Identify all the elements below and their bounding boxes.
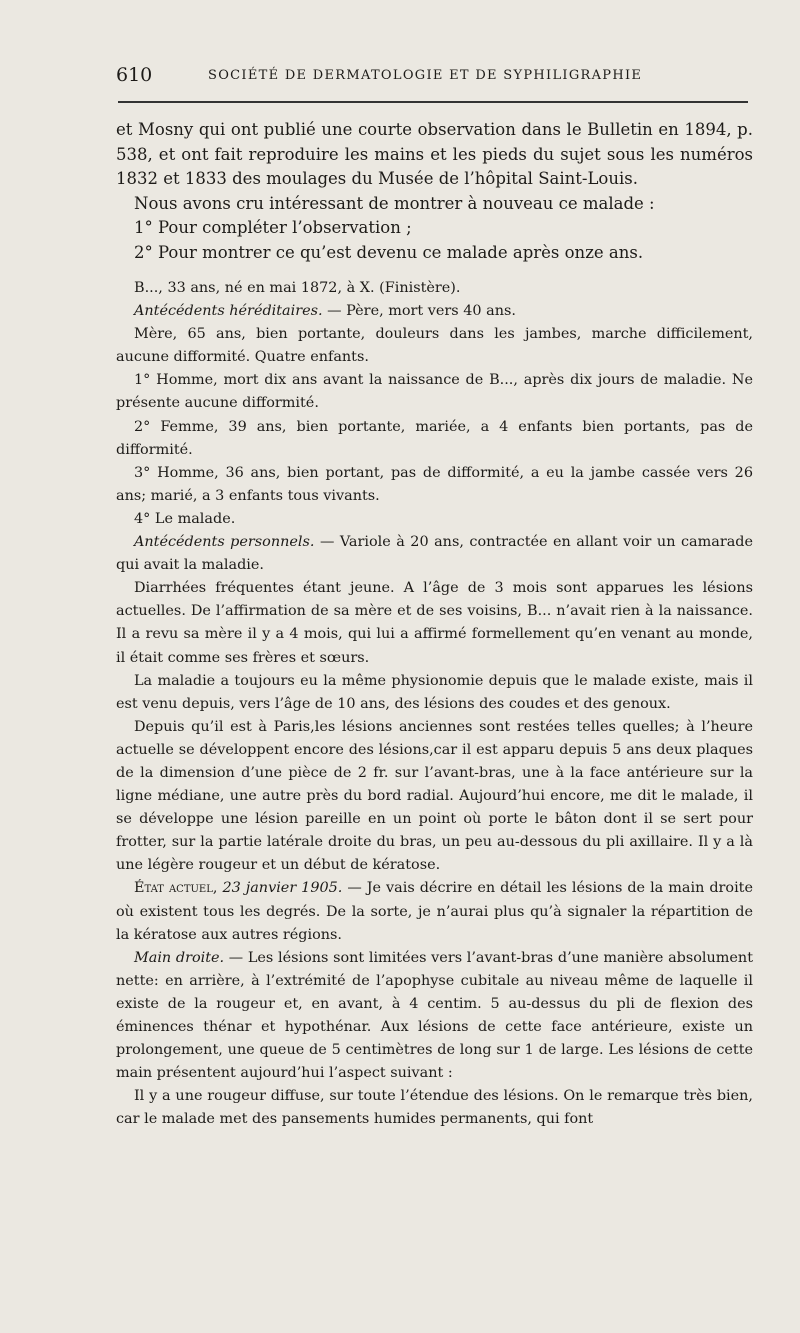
paragraph: 4° Le malade. xyxy=(134,510,236,527)
right-hand-text: — Les lésions sont limitées vers l’avant-bras d’une manière absolument nette: en arrière, à l’extrémité de l’apophyse cubitale au niveau même de laquelle il existe de la rougeur et, en avant, à 4 centim. 5 au-dessus du pli de flexion des éminences thénar et hypothénar. Aux lésions de cette face antérieure, existe un prolongement, une queue de 5 centimètres de long sur 1 de large. Les lésions de cette main présentent aujourd’hui l’aspect suivant : xyxy=(116,949,753,1082)
paragraph: Il y a une rougeur diffuse, sur toute l’étendue des lésions. On le remarque très bien, car le malade met des pansements humides permanents, qui font xyxy=(116,1088,753,1128)
paragraph: La maladie a toujours eu la même physionomie depuis que le malade existe, mais il est venu depuis, vers l’âge de 10 ans, des lésions des coudes et des genoux. xyxy=(116,672,753,712)
running-title: SOCIÉTÉ DE DERMATOLOGIE ET DE SYPHILIGRAPHIE xyxy=(208,68,643,83)
state-label: État actuel, xyxy=(134,880,218,897)
paragraph: 1° Pour compléter l’observation ; xyxy=(134,218,412,237)
personal-paragraph xyxy=(116,531,753,577)
paragraph: 3° Homme, 36 ans, bien portant, pas de difformité, a eu la jambe cassée vers 26 ans; marié, a 3 enfants tous vivants. xyxy=(116,464,753,504)
obs-intro: B..., 33 ans, né en mai 1872, à X. (Finistère). xyxy=(134,280,461,296)
state-paragraph xyxy=(116,877,753,946)
personal-label: Antécédents personnels. xyxy=(134,534,315,551)
hereditary-text: — Père, mort vers 40 ans. xyxy=(322,303,516,320)
paragraph: et Mosny qui ont publié une courte observation dans le Bulletin en 1894, p. 538, et ont fait reproduire les mains et les pieds du sujet sous les numéros 1832 et 1833 des moulages du Musée de l’hôpital Saint-Louis. xyxy=(116,120,753,188)
personal-text: — Variole à 20 ans, contractée en allant voir un camarade qui avait la maladie. xyxy=(116,534,754,574)
paragraph: Depuis qu’il est à Paris,les lésions anciennes sont restées telles quelles; à l’heure actuelle se développent encore des lésions,car il est apparu depuis 5 ans deux plaques de la dimension d’une pièce de 2 fr. sur l’avant-bras, une à la face antérieure sur la ligne médiane, une autre près du bord radial. Aujourd’hui encore, me dit le malade, il se développe une lésion pareille en un point où porte le bâton dont il se sert pour frotter, sur la partie latérale droite du bras, un peu au-dessous du pli axillaire. Il y a là une légère rougeur et un début de kératose. xyxy=(116,718,753,874)
paragraph: Mère, 65 ans, bien portante, douleurs dans les jambes, marche difficilement, aucune difformité. Quatre enfants. xyxy=(116,326,753,366)
right-hand-paragraph xyxy=(116,947,753,1086)
state-text: — Je vais décrire en détail les lésions de la main droite où existent tous les degrés. De la sorte, je n’aurai plus qu’à signaler la répartition de la kératose aux autres régions. xyxy=(116,880,753,943)
paragraph: Nous avons cru intéressant de montrer à nouveau ce malade : xyxy=(134,193,655,213)
hereditary-label: Antécédents héréditaires. xyxy=(134,303,323,320)
paragraph: 1° Homme, mort dix ans avant la naissance de B..., après dix jours de maladie. Ne présente aucune difformité. xyxy=(116,372,753,412)
header-rule xyxy=(118,101,748,103)
page-header xyxy=(116,64,756,88)
page-number: 610 xyxy=(116,64,153,86)
state-date: 23 janvier 1905. xyxy=(222,880,343,897)
intro-section xyxy=(116,118,753,265)
paragraph: 2° Femme, 39 ans, bien portante, mariée, a 4 enfants bien portants, pas de difformité. xyxy=(116,418,753,458)
hereditary-paragraph xyxy=(116,300,753,323)
body-text xyxy=(116,118,753,1131)
paragraph: 2° Pour montrer ce qu’est devenu ce malade après onze ans. xyxy=(134,242,644,262)
paragraph: Diarrhées fréquentes étant jeune. A l’âge de 3 mois sont apparues les lésions actuelles. De l’affirmation de sa mère et de ses voisins, B... n’avait rien à la naissance. Il a revu sa mère il y a 4 mois, qui lui a affirmé formellement qu’en venant au monde, il était comme ses frères et sœurs. xyxy=(116,580,753,666)
observation-section xyxy=(116,277,753,1131)
right-hand-label: Main droite. xyxy=(134,949,225,966)
